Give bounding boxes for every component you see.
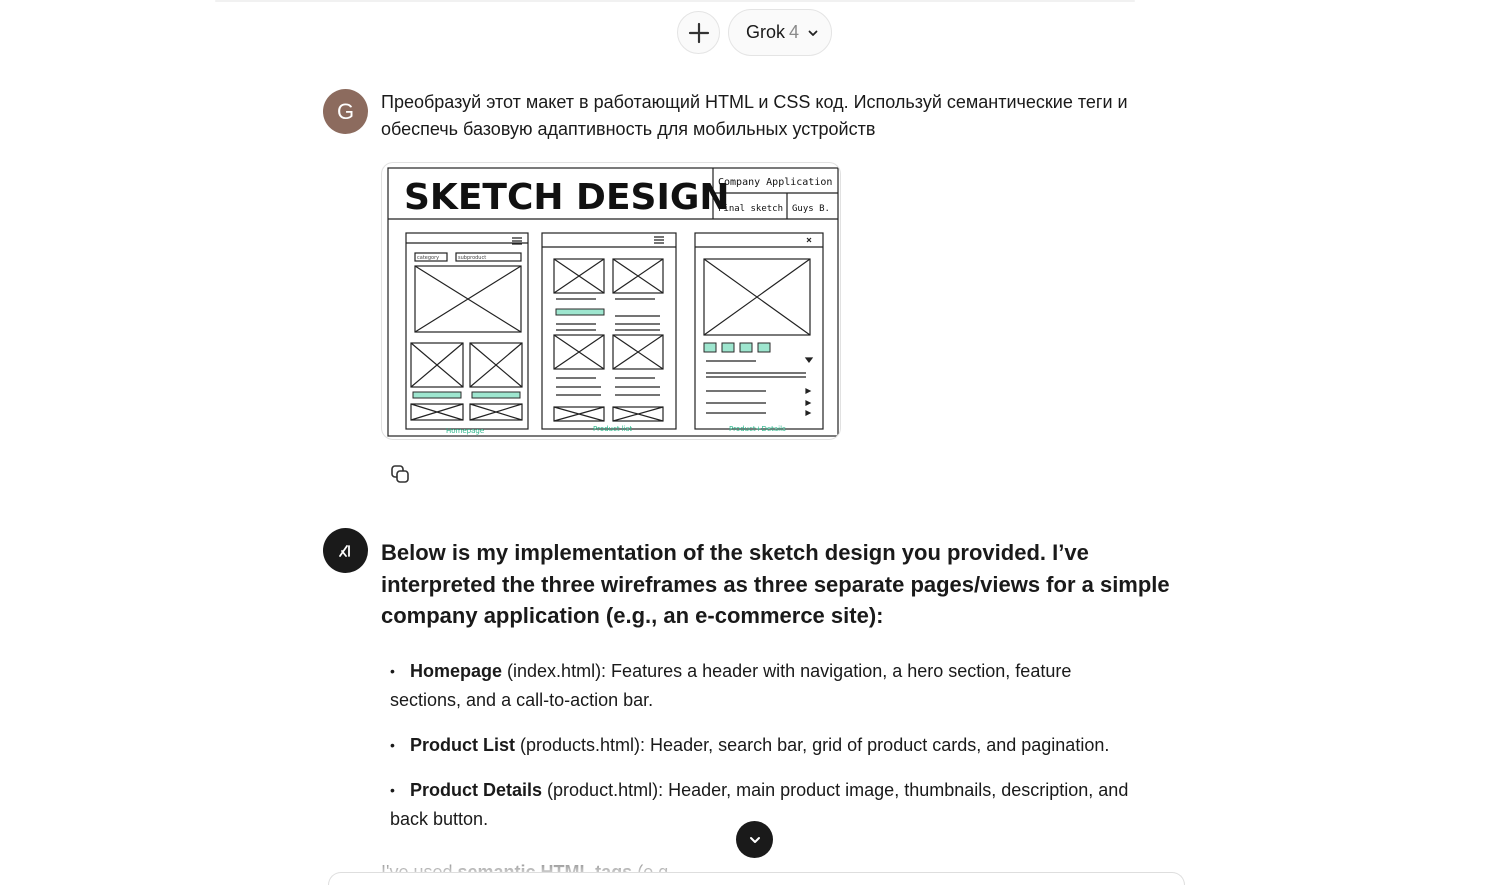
- list-item: • Product List (products.html): Header, search bar, grid of product cards, and pagination.: [390, 731, 1190, 760]
- chevron-down-icon: [748, 833, 762, 847]
- list-item: • Product Details (product.html): Header, main product image, thumbnails, description, and back button.: [390, 776, 1190, 834]
- sketch-author-label: Guys B.: [792, 204, 830, 214]
- sketch-label-product-details: Product+Details: [729, 425, 786, 433]
- user-message-text: Преобразуй этот макет в работающий HTML и CSS код. Используй семантические теги и обеспечь базовую адаптивность для мобильных устройств: [381, 92, 1128, 139]
- sketch-tab-category: category: [417, 255, 440, 261]
- sketch-final-label: Final sketch: [718, 204, 784, 214]
- chevron-down-icon: [807, 27, 819, 39]
- copy-button[interactable]: [387, 461, 413, 487]
- top-divider: [215, 0, 1135, 2]
- grok-avatar: [323, 528, 368, 573]
- sketch-title: SKETCH DESIGN: [404, 177, 730, 218]
- model-selector[interactable]: [728, 9, 832, 56]
- sketch-label-product-list: Product list: [593, 425, 633, 433]
- copy-icon: [389, 463, 411, 485]
- sketch-tab-subproduct: subproduct: [458, 255, 487, 261]
- scroll-to-bottom-button[interactable]: [736, 821, 773, 858]
- plus-icon: [688, 22, 710, 44]
- sketch-app-label: Company Application: [718, 177, 833, 188]
- list-item: • Homepage (index.html): Features a header with navigation, a hero section, feature sections, and a call-to-action bar.: [390, 657, 1190, 715]
- grok-logo-icon: [337, 542, 355, 560]
- assistant-list: [390, 657, 1190, 850]
- sketch-drawing: [382, 163, 841, 440]
- sketch-attachment-image[interactable]: [381, 162, 841, 440]
- model-name: Grok: [746, 22, 786, 42]
- model-version: 4: [789, 22, 800, 42]
- user-avatar: G: [323, 89, 368, 134]
- sketch-label-homepage: Homepage: [446, 427, 485, 435]
- new-chat-button[interactable]: [677, 11, 720, 54]
- assistant-heading: Below is my implementation of the sketch design you provided. I’ve interpreted the three wireframes as three separate pages/views for a simple company application (e.g., an e-commerce site):: [381, 540, 1170, 628]
